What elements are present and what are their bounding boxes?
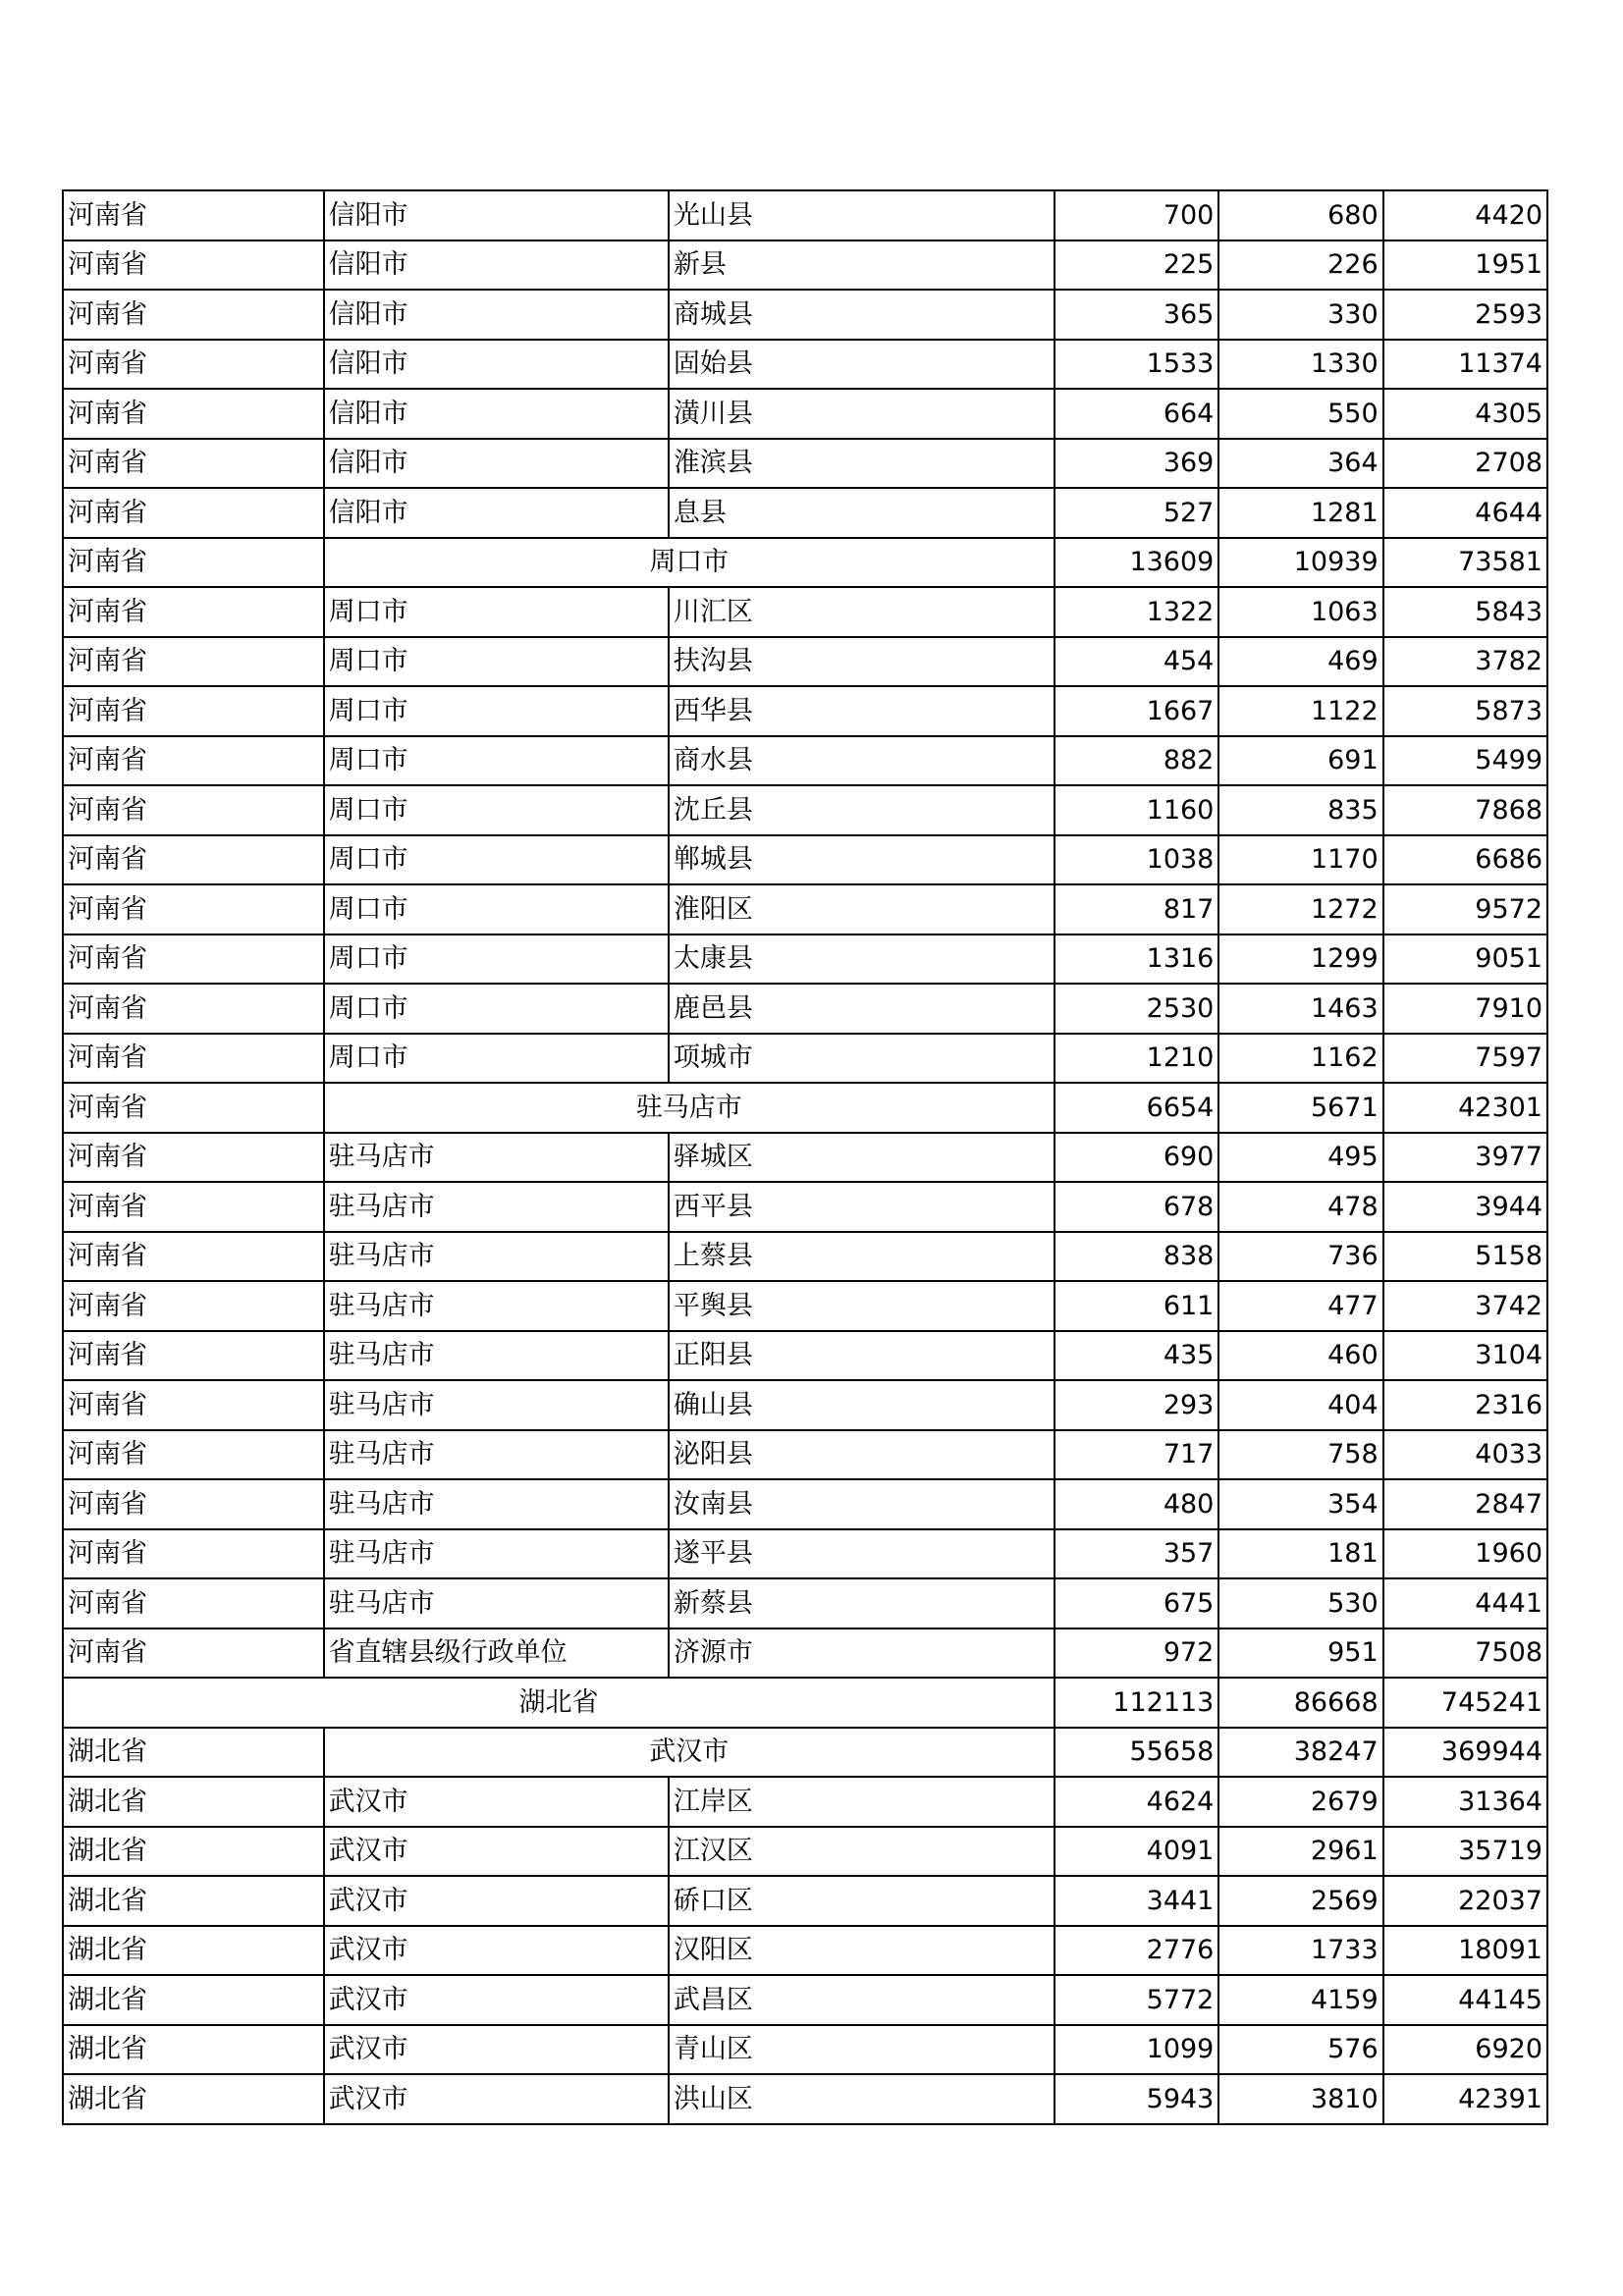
county-cell: 沈丘县 xyxy=(669,785,1055,835)
county-cell: 汝南县 xyxy=(669,1479,1055,1529)
city-cell: 信阳市 xyxy=(324,488,669,538)
county-cell: 息县 xyxy=(669,488,1055,538)
county-cell: 淮滨县 xyxy=(669,439,1055,489)
value-1-cell: 112113 xyxy=(1055,1678,1218,1728)
city-cell: 周口市 xyxy=(324,934,669,985)
county-row xyxy=(63,1232,1547,1282)
value-1-cell: 4091 xyxy=(1055,1827,1218,1877)
value-1-cell: 357 xyxy=(1055,1529,1218,1579)
city-total-name-cell: 武汉市 xyxy=(324,1728,1055,1778)
province-cell: 湖北省 xyxy=(63,1975,324,2025)
province-cell: 湖北省 xyxy=(63,2025,324,2075)
city-cell: 驻马店市 xyxy=(324,1331,669,1381)
city-cell: 驻马店市 xyxy=(324,1380,669,1430)
value-3-cell: 6686 xyxy=(1383,835,1547,885)
value-2-cell: 736 xyxy=(1218,1232,1382,1282)
value-3-cell: 369944 xyxy=(1383,1728,1547,1778)
value-1-cell: 369 xyxy=(1055,439,1218,489)
value-3-cell: 42301 xyxy=(1383,1083,1547,1133)
county-cell: 西平县 xyxy=(669,1182,1055,1232)
value-3-cell: 7910 xyxy=(1383,984,1547,1034)
county-row xyxy=(63,587,1547,637)
value-2-cell: 10939 xyxy=(1218,538,1382,588)
value-2-cell: 3810 xyxy=(1218,2074,1382,2124)
value-3-cell: 3782 xyxy=(1383,637,1547,687)
value-1-cell: 1210 xyxy=(1055,1034,1218,1084)
value-3-cell: 2847 xyxy=(1383,1479,1547,1529)
city-cell: 周口市 xyxy=(324,637,669,687)
value-3-cell: 44145 xyxy=(1383,1975,1547,2025)
value-3-cell: 42391 xyxy=(1383,2074,1547,2124)
province-cell: 河南省 xyxy=(63,389,324,439)
value-1-cell: 700 xyxy=(1055,190,1218,240)
county-cell: 武昌区 xyxy=(669,1975,1055,2025)
value-2-cell: 680 xyxy=(1218,190,1382,240)
county-cell: 扶沟县 xyxy=(669,637,1055,687)
city-cell: 信阳市 xyxy=(324,290,669,340)
county-row xyxy=(63,1331,1547,1381)
province-cell: 河南省 xyxy=(63,1380,324,1430)
province-cell: 湖北省 xyxy=(63,1926,324,1976)
province-cell: 湖北省 xyxy=(63,1827,324,1877)
county-cell: 江汉区 xyxy=(669,1827,1055,1877)
province-cell: 河南省 xyxy=(63,1083,324,1133)
county-cell: 平舆县 xyxy=(669,1281,1055,1331)
county-cell: 新蔡县 xyxy=(669,1578,1055,1629)
value-1-cell: 55658 xyxy=(1055,1728,1218,1778)
city-row xyxy=(63,1083,1547,1133)
value-2-cell: 1170 xyxy=(1218,835,1382,885)
province-cell: 河南省 xyxy=(63,340,324,390)
city-cell: 驻马店市 xyxy=(324,1182,669,1232)
value-3-cell: 3104 xyxy=(1383,1331,1547,1381)
value-2-cell: 2961 xyxy=(1218,1827,1382,1877)
value-3-cell: 1951 xyxy=(1383,240,1547,291)
value-1-cell: 3441 xyxy=(1055,1876,1218,1926)
province-cell: 河南省 xyxy=(63,1629,324,1679)
value-3-cell: 7868 xyxy=(1383,785,1547,835)
value-1-cell: 5943 xyxy=(1055,2074,1218,2124)
province-cell: 河南省 xyxy=(63,1182,324,1232)
value-3-cell: 7508 xyxy=(1383,1629,1547,1679)
county-row xyxy=(63,488,1547,538)
city-cell: 武汉市 xyxy=(324,1827,669,1877)
value-2-cell: 1733 xyxy=(1218,1926,1382,1976)
city-row xyxy=(63,538,1547,588)
county-row xyxy=(63,884,1547,934)
county-cell: 项城市 xyxy=(669,1034,1055,1084)
county-row xyxy=(63,1034,1547,1084)
value-1-cell: 6654 xyxy=(1055,1083,1218,1133)
value-3-cell: 4441 xyxy=(1383,1578,1547,1629)
province-cell: 河南省 xyxy=(63,1529,324,1579)
province-cell: 河南省 xyxy=(63,488,324,538)
province-cell: 河南省 xyxy=(63,1232,324,1282)
county-row xyxy=(63,389,1547,439)
value-1-cell: 1533 xyxy=(1055,340,1218,390)
county-row xyxy=(63,1629,1547,1679)
county-cell: 潢川县 xyxy=(669,389,1055,439)
county-cell: 泌阳县 xyxy=(669,1430,1055,1480)
value-2-cell: 2679 xyxy=(1218,1777,1382,1827)
city-cell: 周口市 xyxy=(324,785,669,835)
value-1-cell: 1316 xyxy=(1055,934,1218,985)
value-3-cell: 4033 xyxy=(1383,1430,1547,1480)
province-cell: 河南省 xyxy=(63,1331,324,1381)
county-cell: 硚口区 xyxy=(669,1876,1055,1926)
county-cell: 鹿邑县 xyxy=(669,984,1055,1034)
city-cell: 省直辖县级行政单位 xyxy=(324,1629,669,1679)
province-cell: 河南省 xyxy=(63,1430,324,1480)
city-cell: 武汉市 xyxy=(324,1975,669,2025)
county-row xyxy=(63,934,1547,985)
city-cell: 驻马店市 xyxy=(324,1578,669,1629)
value-1-cell: 5772 xyxy=(1055,1975,1218,2025)
value-1-cell: 365 xyxy=(1055,290,1218,340)
province-cell: 河南省 xyxy=(63,290,324,340)
city-total-name-cell: 驻马店市 xyxy=(324,1083,1055,1133)
county-row xyxy=(63,984,1547,1034)
province-cell: 湖北省 xyxy=(63,2074,324,2124)
county-row xyxy=(63,1430,1547,1480)
value-2-cell: 5671 xyxy=(1218,1083,1382,1133)
value-1-cell: 4624 xyxy=(1055,1777,1218,1827)
value-1-cell: 690 xyxy=(1055,1133,1218,1183)
value-1-cell: 611 xyxy=(1055,1281,1218,1331)
value-3-cell: 2708 xyxy=(1383,439,1547,489)
province-cell: 河南省 xyxy=(63,1034,324,1084)
city-cell: 武汉市 xyxy=(324,2025,669,2075)
city-cell: 驻马店市 xyxy=(324,1281,669,1331)
value-1-cell: 675 xyxy=(1055,1578,1218,1629)
value-1-cell: 882 xyxy=(1055,736,1218,786)
city-cell: 武汉市 xyxy=(324,1876,669,1926)
county-cell: 郸城县 xyxy=(669,835,1055,885)
value-1-cell: 838 xyxy=(1055,1232,1218,1282)
value-3-cell: 3977 xyxy=(1383,1133,1547,1183)
value-3-cell: 5499 xyxy=(1383,736,1547,786)
value-2-cell: 404 xyxy=(1218,1380,1382,1430)
value-2-cell: 1463 xyxy=(1218,984,1382,1034)
value-1-cell: 13609 xyxy=(1055,538,1218,588)
value-3-cell: 9051 xyxy=(1383,934,1547,985)
value-3-cell: 73581 xyxy=(1383,538,1547,588)
city-cell: 信阳市 xyxy=(324,340,669,390)
county-row xyxy=(63,785,1547,835)
value-1-cell: 1038 xyxy=(1055,835,1218,885)
city-cell: 周口市 xyxy=(324,835,669,885)
value-2-cell: 835 xyxy=(1218,785,1382,835)
value-2-cell: 4159 xyxy=(1218,1975,1382,2025)
province-cell: 河南省 xyxy=(63,984,324,1034)
province-cell: 河南省 xyxy=(63,884,324,934)
province-total-name-cell: 湖北省 xyxy=(63,1678,1055,1728)
value-2-cell: 1281 xyxy=(1218,488,1382,538)
province-cell: 湖北省 xyxy=(63,1876,324,1926)
county-row xyxy=(63,1777,1547,1827)
city-total-name-cell: 周口市 xyxy=(324,538,1055,588)
city-cell: 信阳市 xyxy=(324,240,669,291)
value-1-cell: 664 xyxy=(1055,389,1218,439)
value-2-cell: 38247 xyxy=(1218,1728,1382,1778)
value-3-cell: 31364 xyxy=(1383,1777,1547,1827)
value-1-cell: 225 xyxy=(1055,240,1218,291)
county-cell: 上蔡县 xyxy=(669,1232,1055,1282)
value-3-cell: 5158 xyxy=(1383,1232,1547,1282)
value-2-cell: 330 xyxy=(1218,290,1382,340)
province-cell: 河南省 xyxy=(63,190,324,240)
county-row xyxy=(63,736,1547,786)
county-row xyxy=(63,190,1547,240)
value-3-cell: 22037 xyxy=(1383,1876,1547,1926)
county-cell: 正阳县 xyxy=(669,1331,1055,1381)
province-cell: 河南省 xyxy=(63,240,324,291)
county-cell: 西华县 xyxy=(669,686,1055,736)
county-cell: 商水县 xyxy=(669,736,1055,786)
city-cell: 驻马店市 xyxy=(324,1232,669,1282)
value-3-cell: 18091 xyxy=(1383,1926,1547,1976)
value-1-cell: 972 xyxy=(1055,1629,1218,1679)
province-cell: 河南省 xyxy=(63,1133,324,1183)
value-1-cell: 1322 xyxy=(1055,587,1218,637)
value-2-cell: 469 xyxy=(1218,637,1382,687)
value-2-cell: 1330 xyxy=(1218,340,1382,390)
city-cell: 驻马店市 xyxy=(324,1479,669,1529)
county-row xyxy=(63,637,1547,687)
value-1-cell: 817 xyxy=(1055,884,1218,934)
value-1-cell: 2530 xyxy=(1055,984,1218,1034)
city-row xyxy=(63,1728,1547,1778)
value-2-cell: 576 xyxy=(1218,2025,1382,2075)
county-row xyxy=(63,1281,1547,1331)
value-3-cell: 2316 xyxy=(1383,1380,1547,1430)
city-cell: 武汉市 xyxy=(324,2074,669,2124)
value-2-cell: 226 xyxy=(1218,240,1382,291)
value-2-cell: 364 xyxy=(1218,439,1382,489)
county-cell: 遂平县 xyxy=(669,1529,1055,1579)
county-cell: 青山区 xyxy=(669,2025,1055,2075)
value-2-cell: 495 xyxy=(1218,1133,1382,1183)
value-3-cell: 4644 xyxy=(1383,488,1547,538)
value-1-cell: 527 xyxy=(1055,488,1218,538)
value-2-cell: 530 xyxy=(1218,1578,1382,1629)
county-row xyxy=(63,2025,1547,2075)
value-3-cell: 1960 xyxy=(1383,1529,1547,1579)
county-cell: 川汇区 xyxy=(669,587,1055,637)
value-2-cell: 460 xyxy=(1218,1331,1382,1381)
value-3-cell: 6920 xyxy=(1383,2025,1547,2075)
province-cell: 河南省 xyxy=(63,736,324,786)
city-cell: 周口市 xyxy=(324,736,669,786)
county-row xyxy=(63,290,1547,340)
province-cell: 河南省 xyxy=(63,1479,324,1529)
city-cell: 周口市 xyxy=(324,587,669,637)
province-cell: 河南省 xyxy=(63,637,324,687)
city-cell: 武汉市 xyxy=(324,1777,669,1827)
province-cell: 河南省 xyxy=(63,835,324,885)
city-cell: 信阳市 xyxy=(324,439,669,489)
value-3-cell: 4420 xyxy=(1383,190,1547,240)
county-row xyxy=(63,1380,1547,1430)
value-2-cell: 550 xyxy=(1218,389,1382,439)
value-2-cell: 1122 xyxy=(1218,686,1382,736)
county-row xyxy=(63,1479,1547,1529)
value-3-cell: 3742 xyxy=(1383,1281,1547,1331)
county-cell: 江岸区 xyxy=(669,1777,1055,1827)
value-1-cell: 1099 xyxy=(1055,2025,1218,2075)
value-3-cell: 3944 xyxy=(1383,1182,1547,1232)
value-1-cell: 1667 xyxy=(1055,686,1218,736)
county-cell: 汉阳区 xyxy=(669,1926,1055,1976)
city-cell: 周口市 xyxy=(324,984,669,1034)
county-row xyxy=(63,1182,1547,1232)
value-1-cell: 678 xyxy=(1055,1182,1218,1232)
province-cell: 河南省 xyxy=(63,934,324,985)
county-row xyxy=(63,1827,1547,1877)
value-3-cell: 7597 xyxy=(1383,1034,1547,1084)
county-row xyxy=(63,1133,1547,1183)
value-2-cell: 1299 xyxy=(1218,934,1382,985)
data-table xyxy=(62,189,1548,2125)
province-cell: 河南省 xyxy=(63,538,324,588)
value-1-cell: 2776 xyxy=(1055,1926,1218,1976)
city-cell: 周口市 xyxy=(324,1034,669,1084)
city-cell: 周口市 xyxy=(324,686,669,736)
county-row xyxy=(63,686,1547,736)
province-cell: 河南省 xyxy=(63,1281,324,1331)
province-row xyxy=(63,1678,1547,1728)
city-cell: 驻马店市 xyxy=(324,1529,669,1579)
value-1-cell: 454 xyxy=(1055,637,1218,687)
value-1-cell: 717 xyxy=(1055,1430,1218,1480)
province-cell: 河南省 xyxy=(63,587,324,637)
county-cell: 淮阳区 xyxy=(669,884,1055,934)
county-cell: 济源市 xyxy=(669,1629,1055,1679)
county-cell: 新县 xyxy=(669,240,1055,291)
city-cell: 周口市 xyxy=(324,884,669,934)
province-cell: 湖北省 xyxy=(63,1777,324,1827)
value-3-cell: 11374 xyxy=(1383,340,1547,390)
county-row xyxy=(63,1975,1547,2025)
value-2-cell: 951 xyxy=(1218,1629,1382,1679)
value-1-cell: 480 xyxy=(1055,1479,1218,1529)
city-cell: 驻马店市 xyxy=(324,1133,669,1183)
county-row xyxy=(63,439,1547,489)
city-cell: 武汉市 xyxy=(324,1926,669,1976)
county-row xyxy=(63,1529,1547,1579)
county-cell: 太康县 xyxy=(669,934,1055,985)
county-row xyxy=(63,1876,1547,1926)
value-1-cell: 293 xyxy=(1055,1380,1218,1430)
county-cell: 固始县 xyxy=(669,340,1055,390)
county-cell: 确山县 xyxy=(669,1380,1055,1430)
county-row xyxy=(63,240,1547,291)
value-2-cell: 2569 xyxy=(1218,1876,1382,1926)
value-3-cell: 745241 xyxy=(1383,1678,1547,1728)
county-row xyxy=(63,835,1547,885)
value-3-cell: 4305 xyxy=(1383,389,1547,439)
city-cell: 驻马店市 xyxy=(324,1430,669,1480)
county-cell: 光山县 xyxy=(669,190,1055,240)
county-cell: 商城县 xyxy=(669,290,1055,340)
value-2-cell: 1063 xyxy=(1218,587,1382,637)
value-3-cell: 5873 xyxy=(1383,686,1547,736)
value-3-cell: 9572 xyxy=(1383,884,1547,934)
value-2-cell: 181 xyxy=(1218,1529,1382,1579)
value-2-cell: 477 xyxy=(1218,1281,1382,1331)
province-cell: 河南省 xyxy=(63,785,324,835)
value-2-cell: 758 xyxy=(1218,1430,1382,1480)
province-cell: 河南省 xyxy=(63,1578,324,1629)
city-cell: 信阳市 xyxy=(324,190,669,240)
value-2-cell: 1272 xyxy=(1218,884,1382,934)
county-row xyxy=(63,1578,1547,1629)
value-2-cell: 478 xyxy=(1218,1182,1382,1232)
county-row xyxy=(63,340,1547,390)
value-3-cell: 35719 xyxy=(1383,1827,1547,1877)
value-2-cell: 86668 xyxy=(1218,1678,1382,1728)
province-cell: 河南省 xyxy=(63,686,324,736)
value-1-cell: 1160 xyxy=(1055,785,1218,835)
county-cell: 驿城区 xyxy=(669,1133,1055,1183)
value-3-cell: 5843 xyxy=(1383,587,1547,637)
county-row xyxy=(63,1926,1547,1976)
value-2-cell: 691 xyxy=(1218,736,1382,786)
value-2-cell: 354 xyxy=(1218,1479,1382,1529)
value-1-cell: 435 xyxy=(1055,1331,1218,1381)
county-row xyxy=(63,2074,1547,2124)
value-3-cell: 2593 xyxy=(1383,290,1547,340)
province-cell: 湖北省 xyxy=(63,1728,324,1778)
city-cell: 信阳市 xyxy=(324,389,669,439)
table-body xyxy=(63,190,1547,2124)
value-2-cell: 1162 xyxy=(1218,1034,1382,1084)
province-cell: 河南省 xyxy=(63,439,324,489)
county-cell: 洪山区 xyxy=(669,2074,1055,2124)
